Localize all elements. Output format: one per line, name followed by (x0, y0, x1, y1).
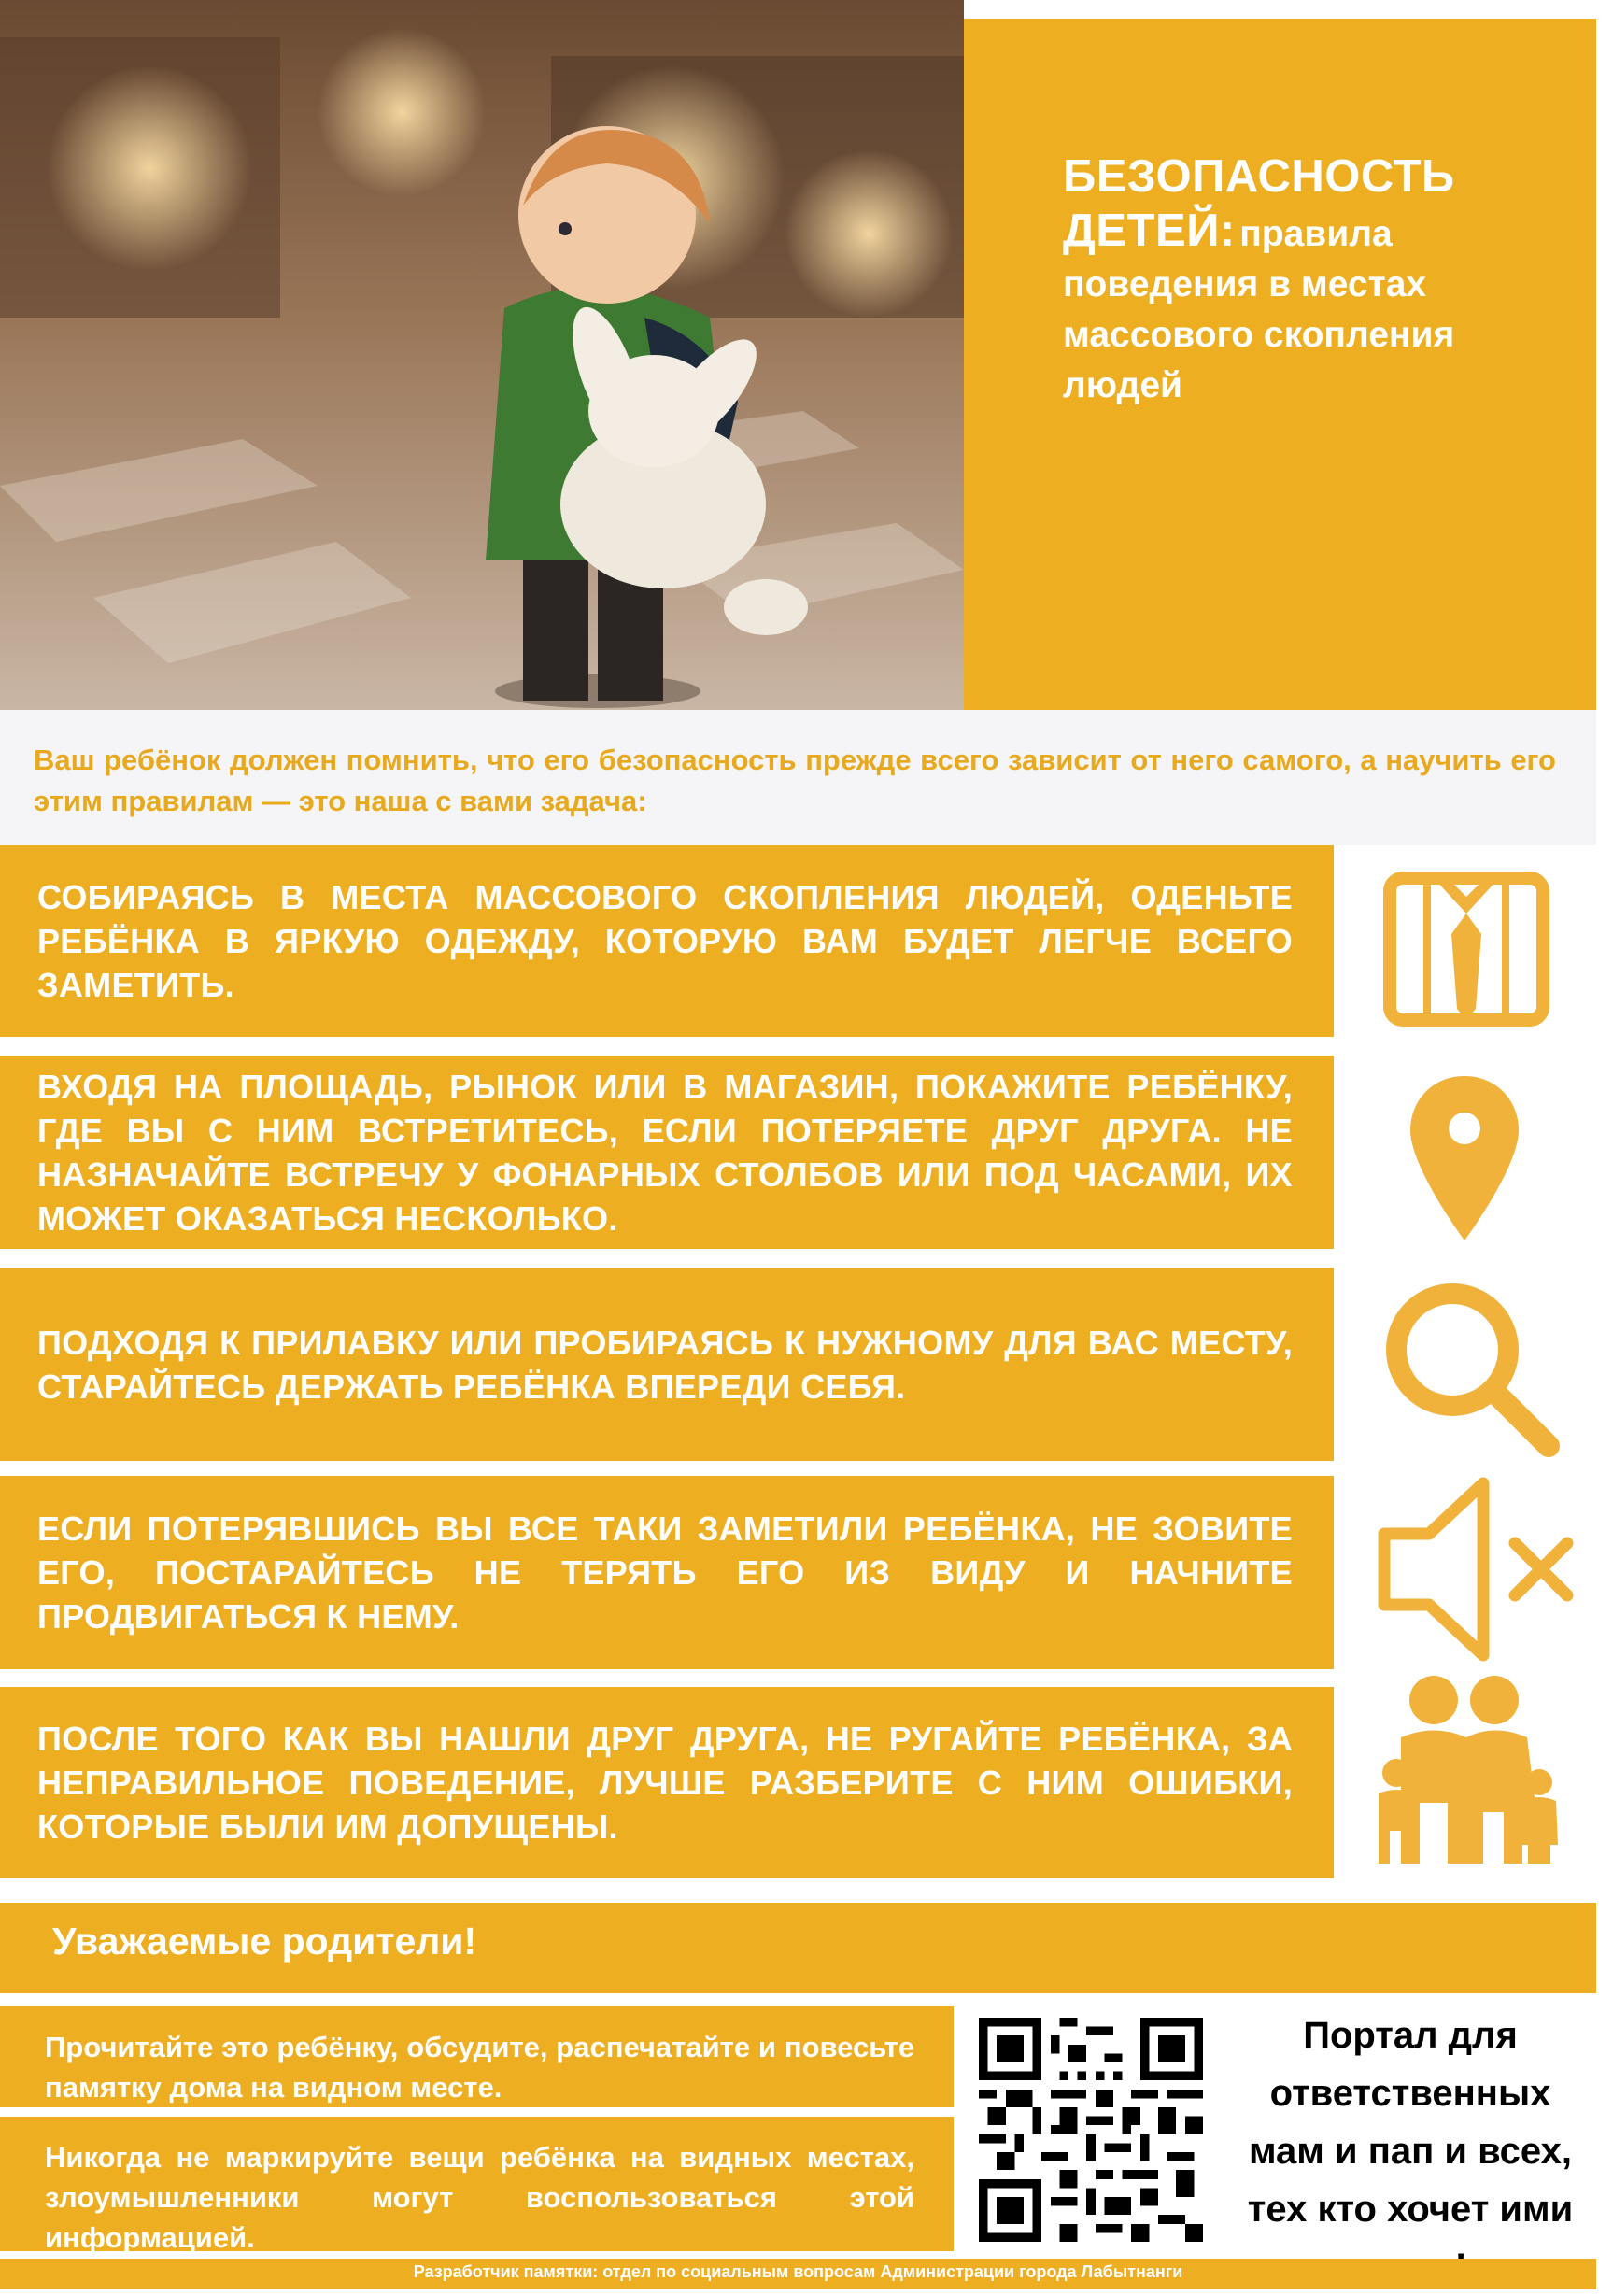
qr-code[interactable] (979, 2018, 1203, 2242)
shirt-tie-icon (1382, 869, 1550, 1028)
rule-1 (0, 845, 1334, 1037)
hero-photo (0, 0, 964, 710)
portal-text: Портал для ответственных мам и пап и всех, тех кто хочет ими (1247, 2015, 1574, 2230)
rule-2 (0, 1056, 1334, 1249)
footer-bar (0, 2259, 1596, 2289)
rule-5 (0, 1687, 1334, 1878)
tip-2-text: Никогда не маркируйте вещи ребёнка на видных местах, злоумышленники могут воспользоваться этой информацией. (45, 2141, 914, 2254)
title-rest: правила поведения в местах массового скопления людей (1063, 214, 1455, 405)
intro-band (0, 710, 1596, 845)
rule-3-text: ПОДХОДЯ К ПРИЛАВКУ ИЛИ ПРОБИРАЯСЬ К НУЖНОМУ ДЛЯ ВАС МЕСТУ, СТАРАЙТЕСЬ ДЕРЖАТЬ РЕБЁНКА ВПЕРЕДИ СЕБЯ. (37, 1323, 1293, 1406)
page-title (1063, 149, 1567, 411)
title-panel (964, 19, 1596, 710)
parents-heading-bar (0, 1903, 1596, 1993)
magnifier-icon (1382, 1280, 1560, 1457)
tip-2 (0, 2117, 954, 2254)
rule-3 (0, 1268, 1334, 1461)
tip-1-text: Прочитайте это ребёнку, обсудите, распечатайте и повесьте памятку дома на видном месте. (45, 2031, 914, 2104)
family-icon (1373, 1672, 1560, 1868)
speaker-muted-icon (1373, 1476, 1578, 1663)
title-strong: БЕЗОПАСНОСТЬ ДЕТЕЙ: (1063, 151, 1455, 256)
rule-5-text: ПОСЛЕ ТОГО КАК ВЫ НАШЛИ ДРУГ ДРУГА, НЕ РУГАЙТЕ РЕБЁНКА, ЗА НЕПРАВИЛЬНОЕ ПОВЕДЕНИЕ, ЛУЧШЕ РАЗБЕРИТЕ С НИМ ОШИБКИ, КОТОРЫЕ БЫЛИ ИМ ДОПУЩЕНЫ. (37, 1720, 1293, 1846)
parents-heading: Уважаемые родители! (52, 1920, 477, 1963)
tip-1 (0, 2006, 954, 2107)
rule-2-text: ВХОДЯ НА ПЛОЩАДЬ, РЫНОК ИЛИ В МАГАЗИН, ПОКАЖИТЕ РЕБЁНКУ, ГДЕ ВЫ С НИМ ВСТРЕТИТЕСЬ, ЕСЛИ ПОТЕРЯЕТЕ ДРУГ ДРУГА. НЕ НАЗНАЧАЙТЕ ВСТРЕЧУ У ФОНАРНЫХ СТОЛБОВ ИЛИ ПОД ЧАСАМИ, ИХ МОЖЕТ ОКАЗАТЬСЯ НЕСКОЛЬКО. (37, 1067, 1293, 1238)
rule-4-text: ЕСЛИ ПОТЕРЯВШИСЬ ВЫ ВСЕ ТАКИ ЗАМЕТИЛИ РЕБЁНКА, НЕ ЗОВИТЕ ЕГО, ПОСТАРАЙТЕСЬ НЕ ТЕРЯТЬ ЕГО ИЗ ВИДУ И НАЧНИТЕ ПРОДВИГАТЬСЯ К НЕМУ. (37, 1509, 1293, 1636)
intro-text: Ваш ребёнок должен помнить, что его безопасность прежде всего зависит от него самого, а научить его этим правилам — это наша с вами задача: (34, 744, 1556, 817)
rule-1-text: СОБИРАЯСЬ В МЕСТА МАССОВОГО СКОПЛЕНИЯ ЛЮДЕЙ, ОДЕНЬТЕ РЕБЁНКА В ЯРКУЮ ОДЕЖДУ, КОТОРУЮ ВАМ БУДЕТ ЛЕГЧЕ ВСЕГО ЗАМЕТИТЬ. (37, 878, 1293, 1004)
footer-text: Разработчик памятки: отдел по социальным вопросам Администрации города Лабытнанги (413, 2262, 1183, 2281)
location-pin-icon (1408, 1074, 1521, 1242)
rule-4 (0, 1476, 1334, 1669)
